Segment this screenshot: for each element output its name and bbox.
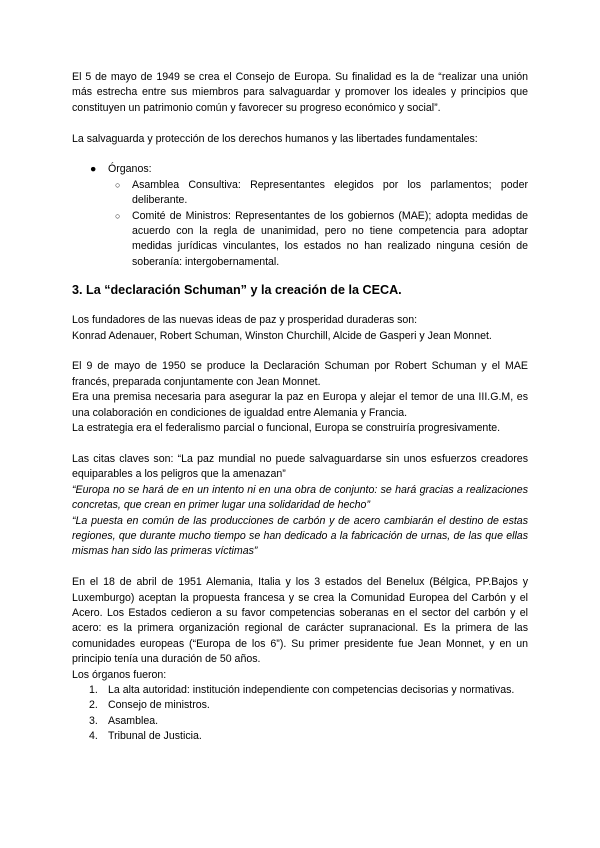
- document-page: [72, 70, 528, 745]
- organos-label: Órganos:: [108, 163, 152, 176]
- organo-text: Asamblea Consultiva: Representantes elegidos por los parlamentos; poder deliberante.: [132, 178, 528, 207]
- organos-list: [72, 162, 528, 270]
- organo-asamblea-consultiva: [96, 178, 528, 209]
- organos-sublist: [108, 178, 528, 270]
- section-heading: 3. La “declaración Schuman” y la creación de la CECA.: [72, 283, 402, 298]
- item-number: 1.: [89, 683, 98, 696]
- citas-intro: Las citas claves son: “La paz mundial no puede salvaguardarse sin unos esfuerzos creadores equiparables a los peligros que la amenazan”: [72, 452, 528, 481]
- organo-ceca-item: [72, 698, 528, 713]
- organo-ceca-item: [72, 729, 528, 744]
- item-text: Consejo de ministros.: [108, 699, 210, 712]
- circle-bullet-icon: ○: [115, 179, 121, 190]
- item-number: 2.: [89, 699, 98, 712]
- organo-comite-ministros: [96, 209, 528, 271]
- organo-ceca-item: [72, 683, 528, 698]
- declaracion-line-1: El 9 de mayo de 1950 se produce la Declaración Schuman por Robert Schuman y el MAE francés, preparada conjuntamente con Jean Monnet.: [72, 360, 528, 388]
- declaracion-line-3: La estrategia era el federalismo parcial o funcional, Europa se construiría progresivamente.: [72, 422, 501, 435]
- organo-ceca-item: [72, 714, 528, 729]
- item-number: 4.: [89, 730, 98, 743]
- fundadores-line-1: Los fundadores de las nuevas ideas de paz y prosperidad duraderas son:: [72, 314, 418, 327]
- paragraph-consejo-europa: El 5 de mayo de 1949 se crea el Consejo de Europa. Su finalidad es la de “realizar una unión más estrecha entre sus miembros para salvaguardar y promover los ideales y principios que constituyen un patrimonio común y favorecer su progreso económico y social”.: [72, 71, 528, 114]
- item-text: Tribunal de Justicia.: [108, 730, 202, 743]
- bullet-icon: ●: [90, 163, 97, 176]
- item-number: 3.: [89, 714, 98, 727]
- fundadores-line-2: Konrad Adenauer, Robert Schuman, Winston Churchill, Alcide de Gasperi y Jean Monnet.: [72, 329, 492, 342]
- organos-ceca-label: Los órganos fueron:: [72, 668, 167, 681]
- paragraph-ceca: En el 18 de abril de 1951 Alemania, Italia y los 3 estados del Benelux (Bélgica, PP.Bajos y Luxemburgo) aceptan la propuesta francesa y se crea la Comunidad Europea del Carbón y el Acero. Los Estados cedieron a su favor competencias soberanas en el sector del carbón y el acero: es la primera organización regional de carácter supranacional. Es la primera de las comunidades europeas (“Europa de los 6”). Su primer presidente fue Jean Monnet, y en un principio tenía una duración de 50 años.: [72, 576, 528, 666]
- organo-text: Comité de Ministros: Representantes de los gobiernos (MAE); adopta medidas de acuerdo con la regla de unanimidad, pero no tiene competencia para adoptar medidas jurídicas vinculantes, los estados no han realizado ninguna cesión de soberanía: intergobernamental.: [132, 209, 528, 268]
- organos-ceca-list: [72, 683, 528, 745]
- cita-europa: “Europa no se hará de en un intento ni en una obra de conjunto: se hará gracias a realizaciones concretas, que crean en primer lugar una solidaridad de hecho”: [72, 483, 528, 512]
- item-text: La alta autoridad: institución independiente con competencias decisorias y normativas.: [108, 683, 515, 696]
- organos-item: [72, 162, 528, 270]
- paragraph-salvaguarda: La salvaguarda y protección de los derechos humanos y las libertades fundamentales:: [72, 132, 478, 145]
- declaracion-line-2: Era una premisa necesaria para asegurar la paz en Europa y alejar el temor de una III.G.M, es una colaboración en condiciones de igualdad entre Alemania y Francia.: [72, 391, 528, 419]
- circle-bullet-icon: ○: [115, 210, 121, 221]
- cita-carbon-acero: “La puesta en común de las producciones de carbón y de acero cambiarán el destino de estas regiones, que durante mucho tiempo se han dedicado a la fabricación de urnas, de las que ellas mismas han sido las primeras víctimas”: [72, 514, 528, 558]
- item-text: Asamblea.: [108, 714, 159, 727]
